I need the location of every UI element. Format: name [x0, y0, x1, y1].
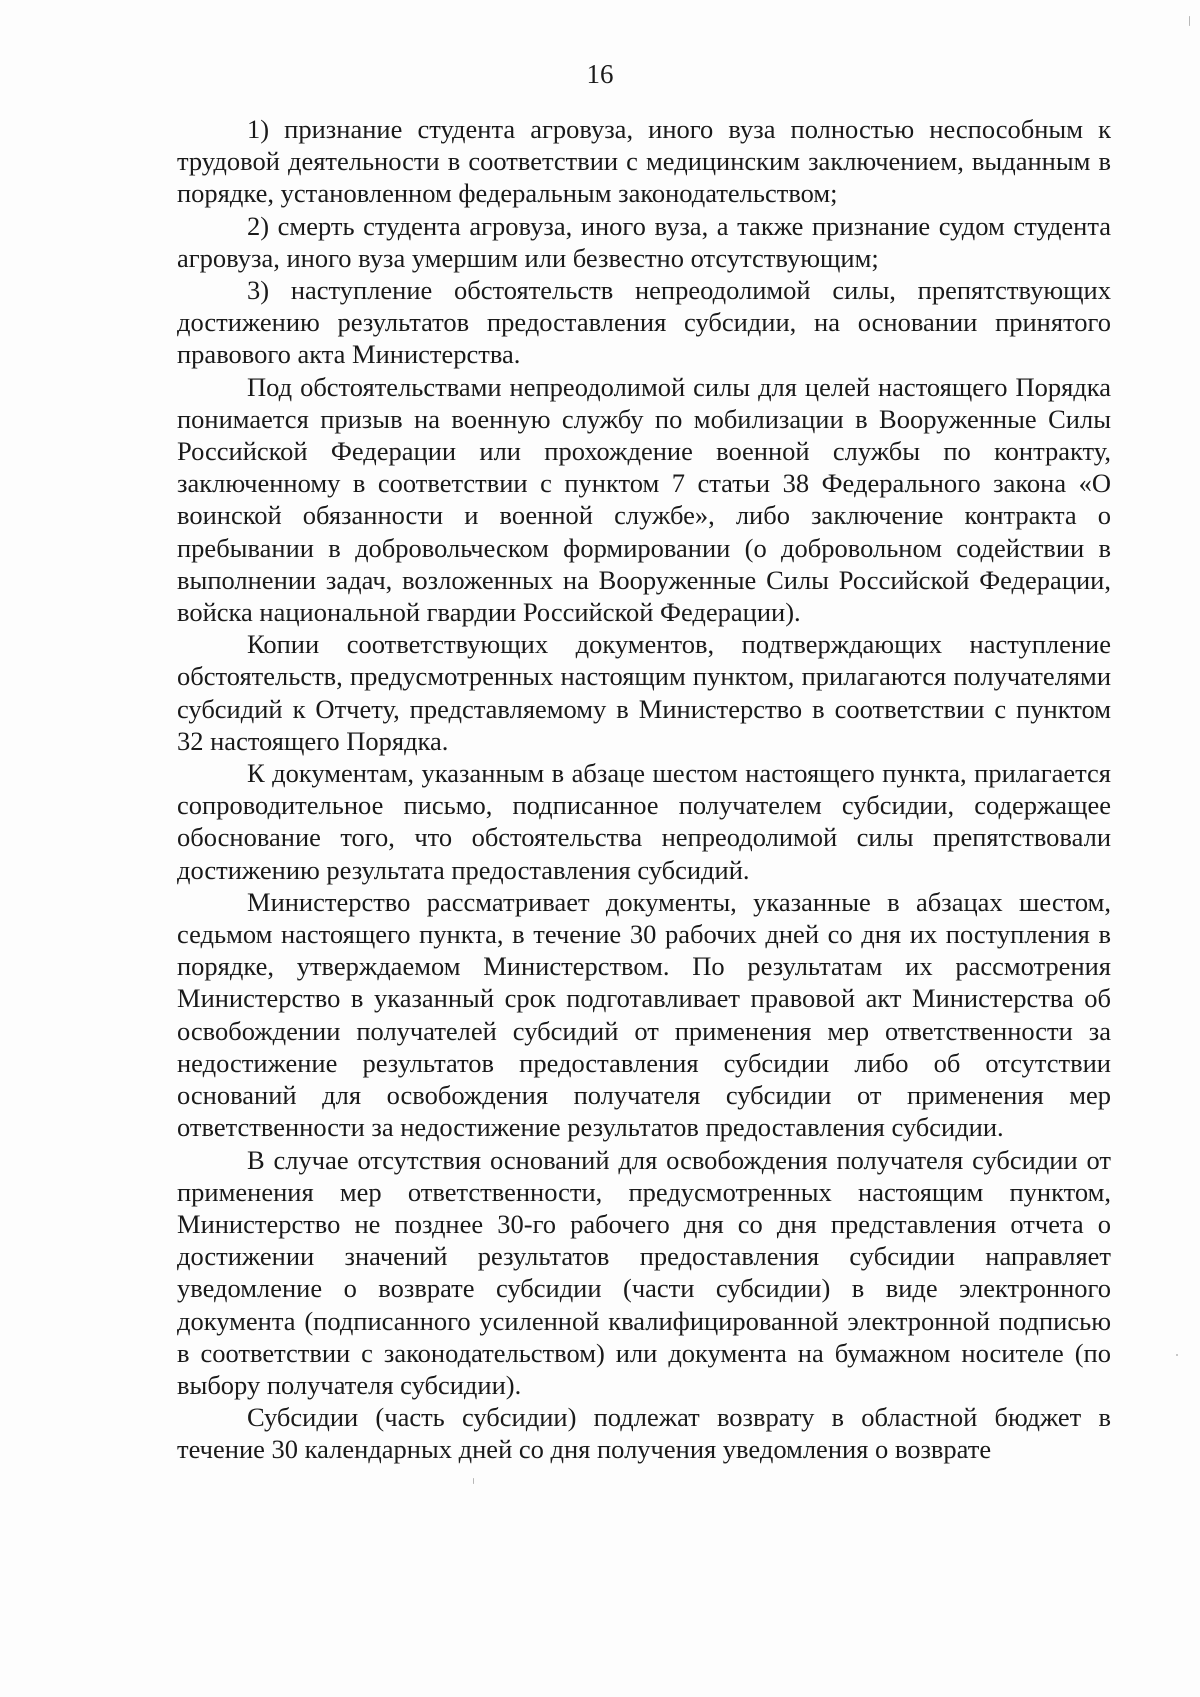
scan-artifact-mid — [1176, 1354, 1178, 1356]
paragraph-item-2: 2) смерть студента агровуза, иного вуза, а также признание судом студента агровуза, иного вуза умершим или безвестно отсутствующим; — [177, 210, 1111, 273]
scan-artifact-bottom — [473, 1478, 474, 1484]
paragraph-refund-notice: В случае отсутствия оснований для освобождения получателя субсидии от применения мер ответственности, предусмотренных настоящим пунктом, Министерство не позднее 30-го рабочего дня со дня представления отчета о достижении значений результатов предоставления субсидии направляет уведомление о возврате субсидии (части субсидии) в виде электронного документа (подписанного усиленной квалифицированной электронной подписью в соответствии с законодательством) или документа на бумажном носителе (по выбору получателя субсидии). — [177, 1144, 1111, 1400]
paragraph-refund-deadline: Субсидии (часть субсидии) подлежат возврату в областной бюджет в течение 30 календарных дней со дня получения уведомления о возврате — [177, 1402, 1111, 1465]
paragraph-document-copies: Копии соответствующих документов, подтверждающих наступление обстоятельств, предусмотренных настоящим пунктом, прилагаются получателями субсидий к Отчету, представляемому в Министерство в соответствии с пунктом 32 настоящего Порядка. — [177, 629, 1111, 756]
paragraph-item-3: 3) наступление обстоятельств непреодолимой силы, препятствующих достижению результатов предоставления субсидии, на основании принятого правового акта Министерства. — [177, 275, 1111, 370]
paragraph-item-1: 1) признание студента агровуза, иного вуза полностью неспособным к трудовой деятельности в соответствии с медицинским заключением, выданным в порядке, установленном федеральным законодательством; — [177, 114, 1111, 209]
scan-artifact-top — [1189, 16, 1190, 26]
paragraph-cover-letter: К документам, указанным в абзаце шестом настоящего пункта, прилагается сопроводительное письмо, подписанное получателем субсидии, содержащее обоснование того, что обстоятельства непреодолимой силы препятствовали достижению результата предоставления субсидий. — [177, 758, 1111, 885]
paragraph-ministry-review: Министерство рассматривает документы, указанные в абзацах шестом, седьмом настоящего пункта, в течение 30 рабочих дней со дня их поступления в порядке, утверждаемом Министерством. По результатам их рассмотрения Министерство в указанный срок подготавливает правовой акт Министерства об освобождении получателей субсидий от применения мер ответственности за недостижение результатов предоставления субсидии либо об отсутствии оснований для освобождения получателя субсидии от применения мер ответственности за недостижение результатов предоставления субсидии. — [177, 886, 1111, 1143]
document-body — [177, 113, 1111, 1466]
paragraph-force-majeure-definition: Под обстоятельствами непреодолимой силы для целей настоящего Порядка понимается призыв на военную службу по мобилизации в Вооруженные Силы Российской Федерации или прохождение военной службы по контракту, заключенному в соответствии с пунктом 7 статьи 38 Федерального закона «О воинской обязанности и военной службе», либо заключение контракта о пребывании в добровольческом формировании (о добровольном содействии в выполнении задач, возложенных на Вооруженные Силы Российской Федерации, войска национальной гвардии Российской Федерации). — [177, 371, 1111, 628]
page-number: 16 — [586, 59, 614, 89]
